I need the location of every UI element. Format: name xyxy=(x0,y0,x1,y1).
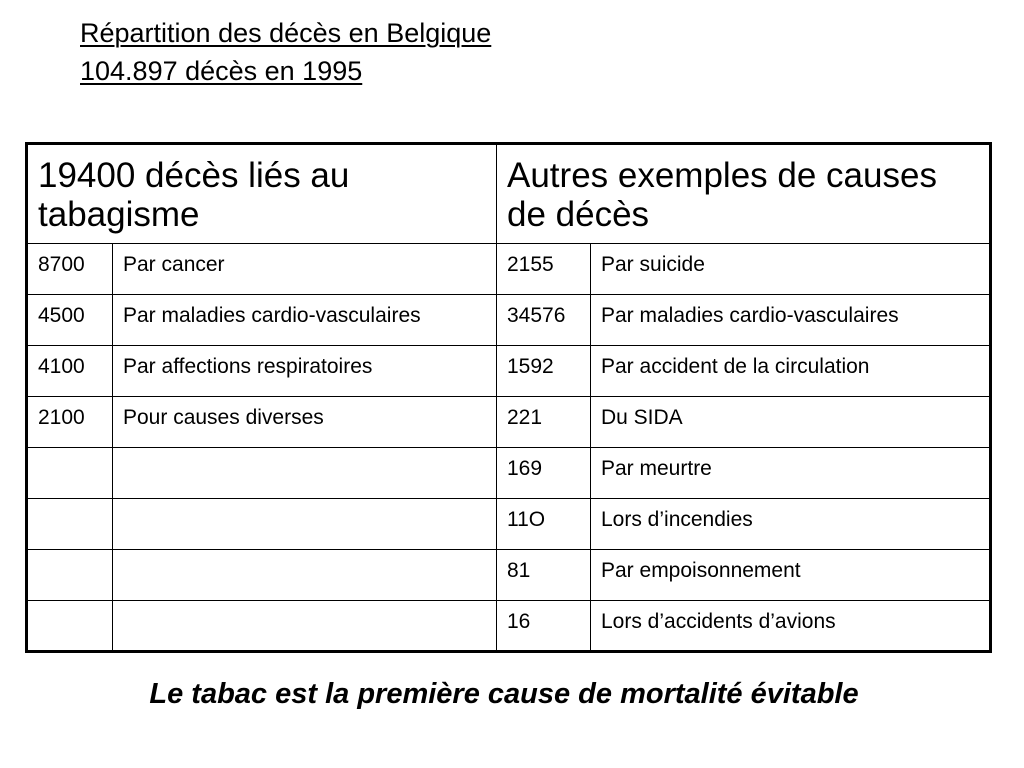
table-row xyxy=(27,499,991,550)
tobacco-count-cell: 8700 xyxy=(27,244,113,295)
other-count-cell: 81 xyxy=(497,550,591,601)
other-cause-cell: Lors d’incendies xyxy=(591,499,991,550)
other-count-cell: 221 xyxy=(497,397,591,448)
tobacco-cause-cell: Par affections respiratoires xyxy=(113,346,497,397)
title-line-2: 104.897 décès en 1995 xyxy=(80,56,363,86)
tobacco-count-cell xyxy=(27,499,113,550)
other-cause-cell: Par maladies cardio-vasculaires xyxy=(591,295,991,346)
header-tobacco-deaths: 19400 décès liés au tabagisme xyxy=(27,144,497,244)
other-count-cell: 1592 xyxy=(497,346,591,397)
table-header-row xyxy=(27,144,991,244)
tobacco-cause-cell xyxy=(113,550,497,601)
table-row xyxy=(27,295,991,346)
tobacco-cause-cell xyxy=(113,499,497,550)
table-row xyxy=(27,346,991,397)
other-cause-cell: Lors d’accidents d’avions xyxy=(591,601,991,652)
other-cause-cell: Du SIDA xyxy=(591,397,991,448)
tobacco-count-cell: 4500 xyxy=(27,295,113,346)
other-count-cell: 16 xyxy=(497,601,591,652)
tobacco-cause-cell xyxy=(113,601,497,652)
tobacco-count-cell xyxy=(27,550,113,601)
table-body xyxy=(27,244,991,652)
tobacco-cause-cell: Par cancer xyxy=(113,244,497,295)
other-count-cell: 34576 xyxy=(497,295,591,346)
header-other-causes: Autres exemples de causes de décès xyxy=(497,144,991,244)
other-cause-cell: Par empoisonnement xyxy=(591,550,991,601)
tobacco-count-cell: 2100 xyxy=(27,397,113,448)
tobacco-cause-cell xyxy=(113,448,497,499)
other-cause-cell: Par accident de la circulation xyxy=(591,346,991,397)
table-row xyxy=(27,244,991,295)
deaths-table xyxy=(25,142,992,653)
other-count-cell: 2155 xyxy=(497,244,591,295)
table-row xyxy=(27,448,991,499)
table-row xyxy=(27,601,991,652)
other-count-cell: 169 xyxy=(497,448,591,499)
table-row xyxy=(27,397,991,448)
tobacco-cause-cell: Pour causes diverses xyxy=(113,397,497,448)
other-count-cell: 11O xyxy=(497,499,591,550)
tobacco-count-cell xyxy=(27,448,113,499)
other-cause-cell: Par suicide xyxy=(591,244,991,295)
other-cause-cell: Par meurtre xyxy=(591,448,991,499)
table-row xyxy=(27,550,991,601)
tobacco-count-cell xyxy=(27,601,113,652)
title-line-1: Répartition des décès en Belgique xyxy=(80,18,492,48)
slide-title xyxy=(80,14,491,90)
tobacco-count-cell: 4100 xyxy=(27,346,113,397)
footer-note: Le tabac est la première cause de mortalité évitable xyxy=(149,678,859,710)
tobacco-cause-cell: Par maladies cardio-vasculaires xyxy=(113,295,497,346)
